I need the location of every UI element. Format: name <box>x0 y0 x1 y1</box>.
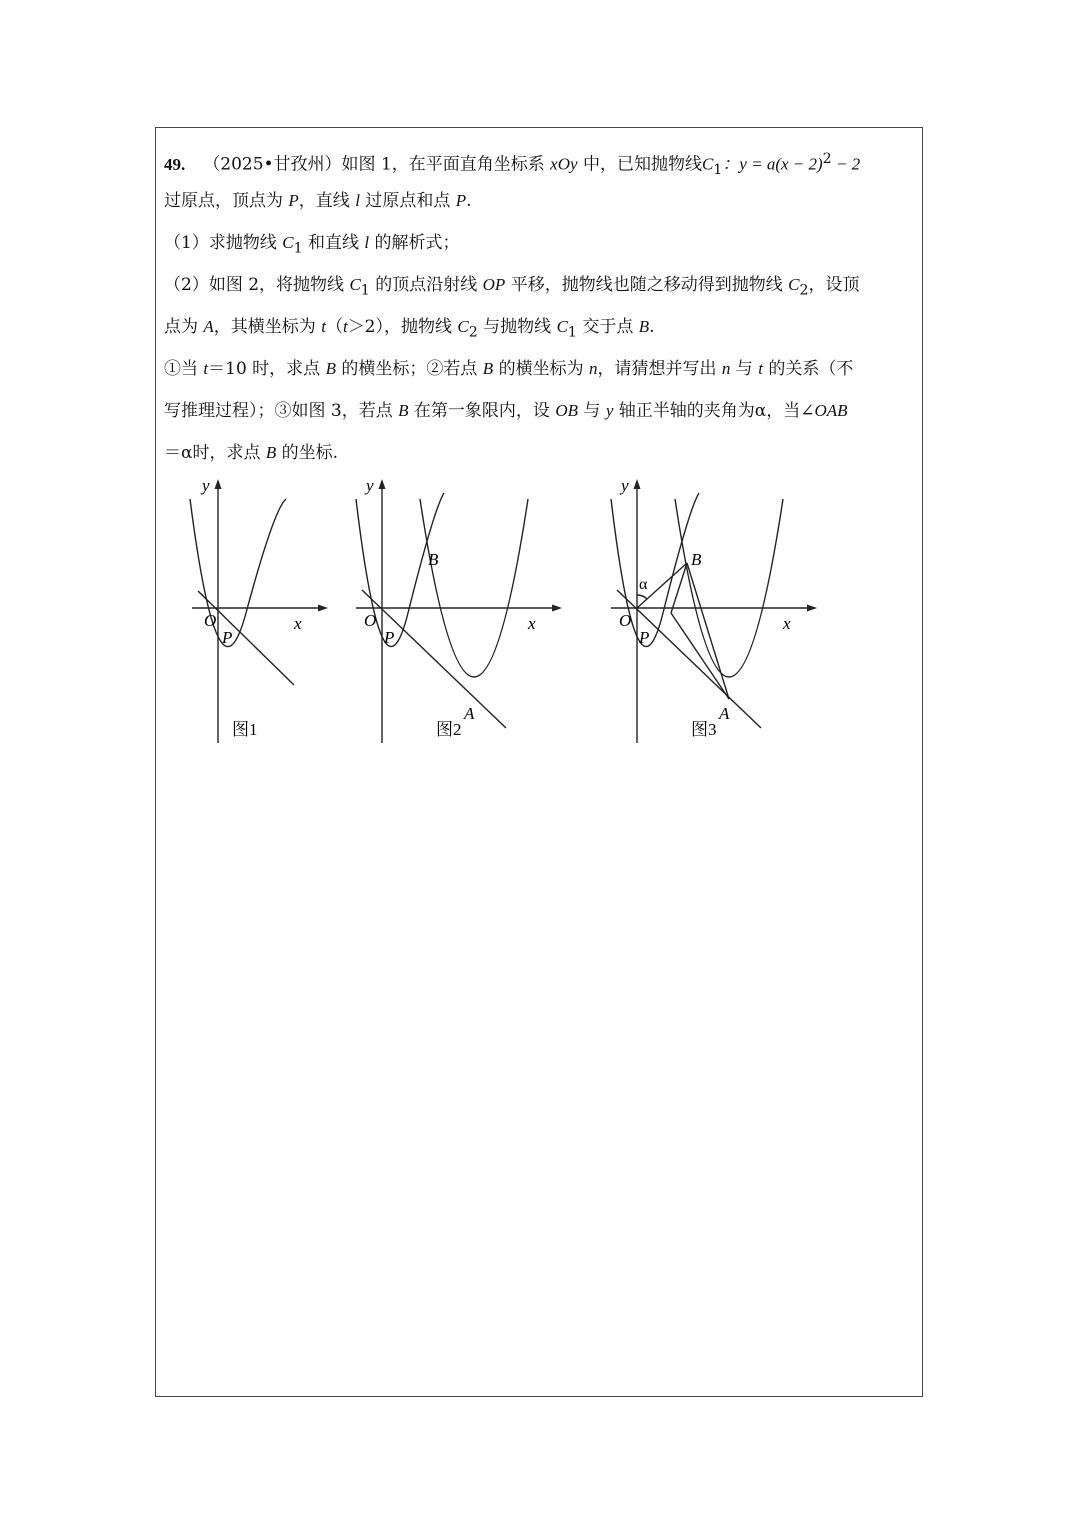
label-o: O <box>204 611 217 630</box>
label-y: y <box>202 476 210 495</box>
text-segment: 与抛物线 <box>477 317 557 337</box>
label-y: y <box>366 476 374 495</box>
math-ob: OB <box>555 401 578 420</box>
math-b: B <box>638 317 650 336</box>
label-alpha: α <box>639 576 648 593</box>
text-segment: （1）求抛物线 <box>164 233 283 253</box>
label-b: B <box>691 550 702 569</box>
text-segment: 中，已知抛物线 <box>577 154 702 175</box>
math-b: B <box>398 401 409 420</box>
figure-1-caption: 图1 <box>232 720 258 739</box>
label-p: P <box>639 628 650 647</box>
math-c: C <box>457 317 469 336</box>
label-o: O <box>364 611 377 630</box>
math-op: OP <box>482 275 506 294</box>
math-c: C <box>282 233 294 252</box>
math-c: C <box>788 275 800 294</box>
math-subscript: 2 <box>799 282 809 299</box>
line-op <box>617 590 761 728</box>
problem-frame <box>155 127 923 1397</box>
math-t: t <box>321 317 326 336</box>
text-segment: 如图 1，在平面直角坐标系 <box>341 154 551 175</box>
math-p: P <box>455 191 467 210</box>
problem-number: 49. <box>164 154 186 174</box>
text-segment: 与 <box>730 359 759 379</box>
text-segment: 的解析式； <box>369 233 460 253</box>
label-a: A <box>719 704 730 723</box>
math-subscript: 1 <box>713 162 723 179</box>
text-segment: 点为 <box>164 317 204 337</box>
math-superscript: 2 <box>822 151 832 167</box>
segment-ba <box>687 563 729 699</box>
text-segment: 的横坐标为 <box>493 359 589 379</box>
problem-text <box>164 138 916 474</box>
math-c: C <box>701 154 714 174</box>
text-segment: ，其横坐标为 <box>213 317 322 337</box>
figures <box>186 473 866 753</box>
figure-2-caption: 图2 <box>436 720 462 739</box>
math-xoy: xOy <box>550 154 578 174</box>
text-segment: 的坐标. <box>276 443 339 463</box>
text-segment: 轴正半轴的夹角为α，当∠ <box>613 401 815 421</box>
math-t: t <box>342 317 348 336</box>
text-segment: 交于点 <box>576 317 639 337</box>
problem-line-2 <box>164 180 916 222</box>
text-segment: . <box>466 191 472 211</box>
label-x: x <box>783 614 791 633</box>
math-subscript: 1 <box>360 282 370 299</box>
math-n: n <box>589 359 598 378</box>
x-axis-arrow <box>807 605 817 612</box>
label-y: y <box>621 476 629 495</box>
text-segment: ＝10 时，求点 <box>208 359 326 379</box>
math-subscript: 1 <box>567 324 577 341</box>
angle-alpha-arc <box>637 595 647 599</box>
text-segment: （ <box>325 317 343 337</box>
text-segment: 平移，抛物线也随之移动得到抛物线 <box>505 275 789 295</box>
line-op <box>362 590 506 728</box>
math-n: n <box>721 359 731 378</box>
math-l: l <box>364 233 370 252</box>
math-subscript: 2 <box>468 324 478 341</box>
text-segment: 在第一象限内，设 <box>408 401 556 421</box>
subquestion-line-3 <box>164 432 916 474</box>
x-axis-arrow <box>552 605 562 612</box>
text-segment: ，直线 <box>298 191 356 211</box>
text-segment: 与 <box>578 401 606 421</box>
y-axis-arrow <box>215 479 222 489</box>
math-b: B <box>482 359 494 378</box>
math-oab: OAB <box>814 401 848 420</box>
label-a: A <box>464 704 475 723</box>
math-c: C <box>349 275 361 294</box>
label-b: B <box>428 550 439 569</box>
y-axis-arrow <box>379 479 386 489</box>
math-p: P <box>288 191 299 210</box>
figure-3-caption: 图3 <box>691 720 717 739</box>
problem-source: （2025•甘孜州） <box>203 154 342 175</box>
part-2-line-1 <box>164 264 916 306</box>
x-axis-arrow <box>318 605 328 612</box>
part-1-line <box>164 222 916 264</box>
text-segment: 写推理过程）；③如图 3，若点 <box>164 401 399 421</box>
label-o: O <box>619 611 632 630</box>
figure-1 <box>186 473 346 753</box>
text-segment: ，请猜想并写出 <box>597 359 722 379</box>
math-equation: ：y = a(x − 2) <box>722 154 823 174</box>
label-p: P <box>222 628 233 647</box>
label-x: x <box>528 614 536 633</box>
text-segment: 的关系（不 <box>762 359 854 379</box>
text-segment: 过原点和点 <box>359 191 456 211</box>
text-segment: ＝α时，求点 <box>164 443 266 463</box>
math-y: y <box>605 401 614 420</box>
math-b: B <box>265 443 277 462</box>
math-equation-end: − 2 <box>831 154 861 174</box>
parabola-c2 <box>675 499 783 677</box>
text-segment: 和直线 <box>302 233 365 253</box>
label-p: P <box>384 628 395 647</box>
text-segment: ＞2），抛物线 <box>347 317 458 337</box>
text-segment: . <box>649 317 655 337</box>
math-t: t <box>758 359 763 378</box>
label-x: x <box>294 614 302 633</box>
text-segment: 的横坐标；②若点 <box>335 359 483 379</box>
text-segment: ①当 <box>164 359 204 379</box>
y-axis-arrow <box>634 479 641 489</box>
text-segment: （2）如图 2，将抛物线 <box>164 275 350 295</box>
problem-line-1 <box>164 138 916 180</box>
parabola-c2 <box>420 499 528 677</box>
part-2-line-2 <box>164 306 916 348</box>
math-subscript: 1 <box>293 240 303 257</box>
math-l: l <box>355 191 360 210</box>
math-b: B <box>325 359 336 378</box>
text-segment: 过原点，顶点为 <box>164 191 289 211</box>
subquestion-line-1 <box>164 348 916 390</box>
line-l <box>198 591 294 685</box>
math-t: t <box>203 359 209 378</box>
figure-2 <box>356 473 576 753</box>
text-segment: 的顶点沿射线 <box>369 275 483 295</box>
figure-3 <box>611 473 841 753</box>
math-c: C <box>556 317 568 336</box>
text-segment: ，设顶 <box>808 275 860 295</box>
math-a: A <box>203 317 214 336</box>
subquestion-line-2 <box>164 390 916 432</box>
